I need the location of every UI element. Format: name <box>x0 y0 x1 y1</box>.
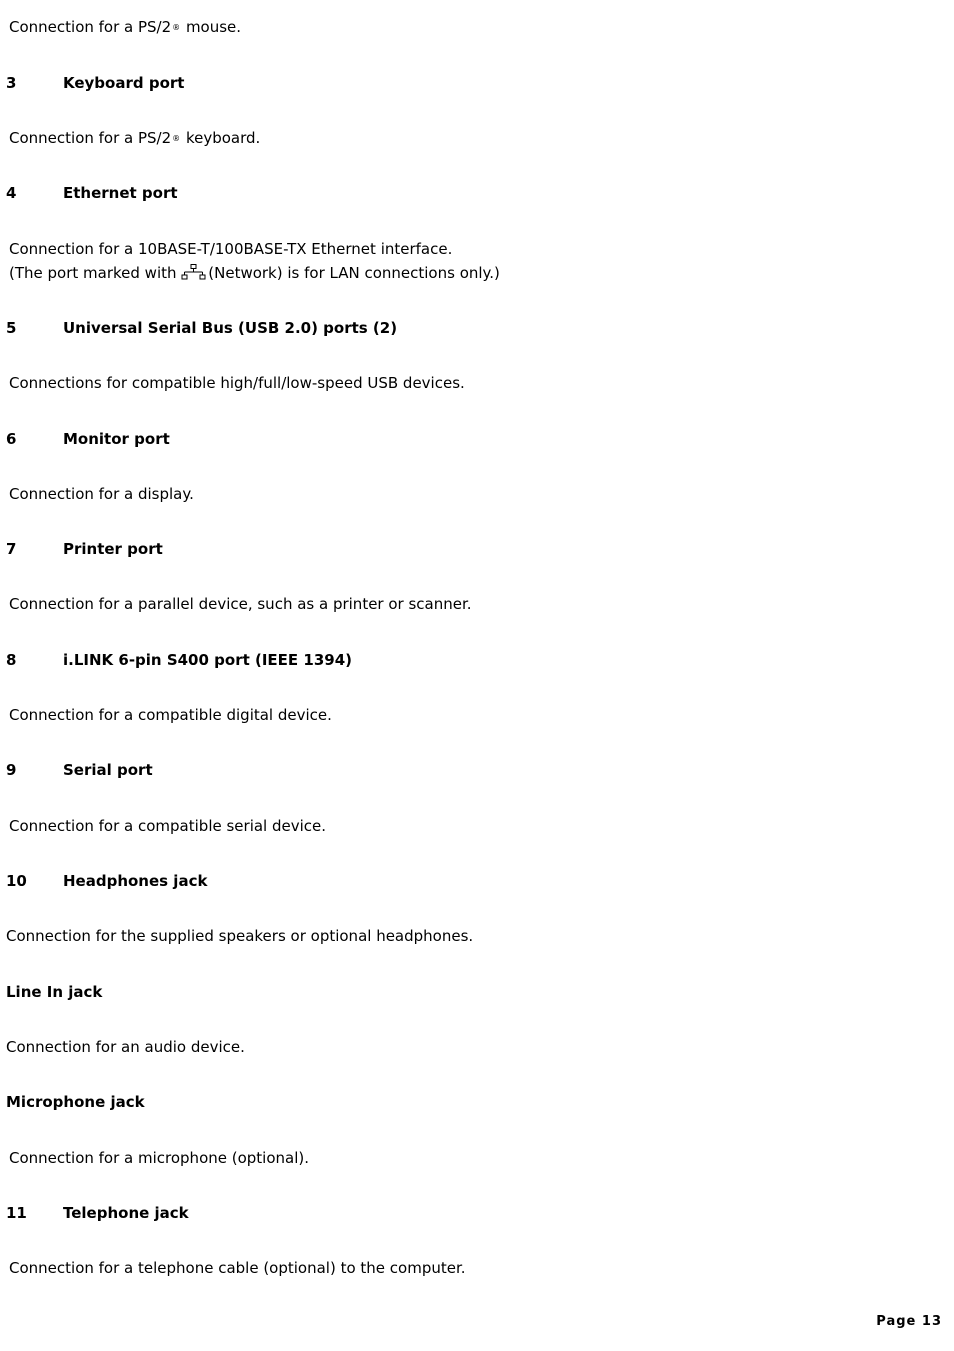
item-number: 6 <box>6 430 17 448</box>
registered-mark: ® <box>172 23 181 32</box>
item-title: Serial port <box>63 761 153 779</box>
item-title: Universal Serial Bus (USB 2.0) ports (2) <box>63 319 398 337</box>
item-description: Connection for a PS/2® keyboard. <box>9 129 261 147</box>
item-description: Connection for a microphone (optional). <box>9 1149 310 1167</box>
mouse-port-description: Connection for a PS/2® mouse. <box>9 18 242 36</box>
item-title: Printer port <box>63 540 163 558</box>
item-description: Connection for a telephone cable (optional) to the computer. <box>9 1259 466 1277</box>
item-description: Connection for a compatible digital device. <box>9 706 332 724</box>
item-description: Connection for a parallel device, such as a printer or scanner. <box>9 595 472 613</box>
item-description: Connection for the supplied speakers or optional headphones. <box>6 927 474 945</box>
page-number: Page 13 <box>876 1314 942 1329</box>
registered-mark: ® <box>172 134 181 143</box>
item-number: 10 <box>6 872 27 890</box>
item-number: 7 <box>6 540 17 558</box>
network-icon <box>181 264 207 280</box>
item-title: Line In jack <box>6 983 103 1001</box>
item-number: 4 <box>6 184 17 202</box>
item-title: Keyboard port <box>63 74 185 92</box>
item-title: Microphone jack <box>6 1093 145 1111</box>
item-title: Headphones jack <box>63 872 208 890</box>
item-title: Telephone jack <box>63 1204 189 1222</box>
item-description: Connection for a compatible serial device. <box>9 817 327 835</box>
item-number: 5 <box>6 319 17 337</box>
item-number: 9 <box>6 761 17 779</box>
item-description: Connection for a display. <box>9 485 194 503</box>
item-description: Connection for an audio device. <box>6 1038 245 1056</box>
item-title: Ethernet port <box>63 184 178 202</box>
item-title: Monitor port <box>63 430 170 448</box>
item-description-note: (The port marked with (Network) is for LAN connections only.) <box>9 264 500 282</box>
item-number: 8 <box>6 651 17 669</box>
item-number: 11 <box>6 1204 27 1222</box>
item-description: Connection for a 10BASE-T/100BASE-TX Ethernet interface. <box>9 240 453 258</box>
item-title: i.LINK 6-pin S400 port (IEEE 1394) <box>63 651 352 669</box>
item-description: Connections for compatible high/full/low-speed USB devices. <box>9 374 465 392</box>
item-number: 3 <box>6 74 17 92</box>
